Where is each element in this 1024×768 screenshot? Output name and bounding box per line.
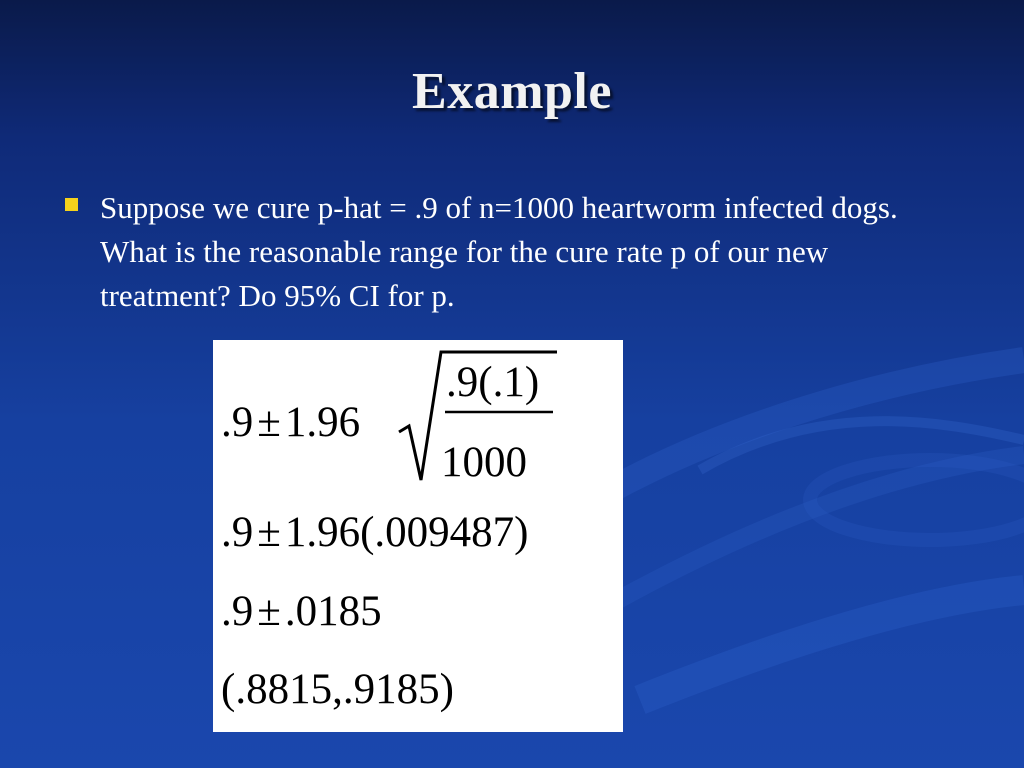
- formula-line-1-coefficient: 1.96: [284, 399, 361, 446]
- formula-line-2-rest: 1.96(.009487): [284, 509, 529, 556]
- formula-line-3-prefix: .9: [221, 588, 254, 635]
- fraction-numerator: .9(.1): [446, 359, 540, 406]
- square-bullet-icon: [65, 198, 78, 211]
- plus-minus-sign: ±: [257, 509, 281, 556]
- formula-line-3-rest: .0185: [284, 588, 382, 635]
- formula-box: [213, 340, 623, 732]
- formula-line-1: [221, 398, 360, 447]
- plus-minus-sign: ±: [257, 588, 281, 635]
- bullet-text: Suppose we cure p-hat = .9 of n=1000 heartworm infected dogs. What is the reasonable range for the cure rate p of our new treatment? Do 95% CI for p.: [100, 190, 898, 313]
- formula-line-2: [221, 508, 529, 557]
- formula-line-4: (.8815,.9185): [221, 666, 454, 713]
- formula-line-1-prefix: .9: [221, 399, 254, 446]
- fraction-denominator: 1000: [441, 439, 527, 486]
- formula-line-2-prefix: .9: [221, 509, 254, 556]
- slide-title: Example: [412, 63, 612, 120]
- formula-line-3: [221, 587, 382, 636]
- plus-minus-sign: ±: [257, 399, 281, 446]
- bullet-item: [62, 186, 912, 318]
